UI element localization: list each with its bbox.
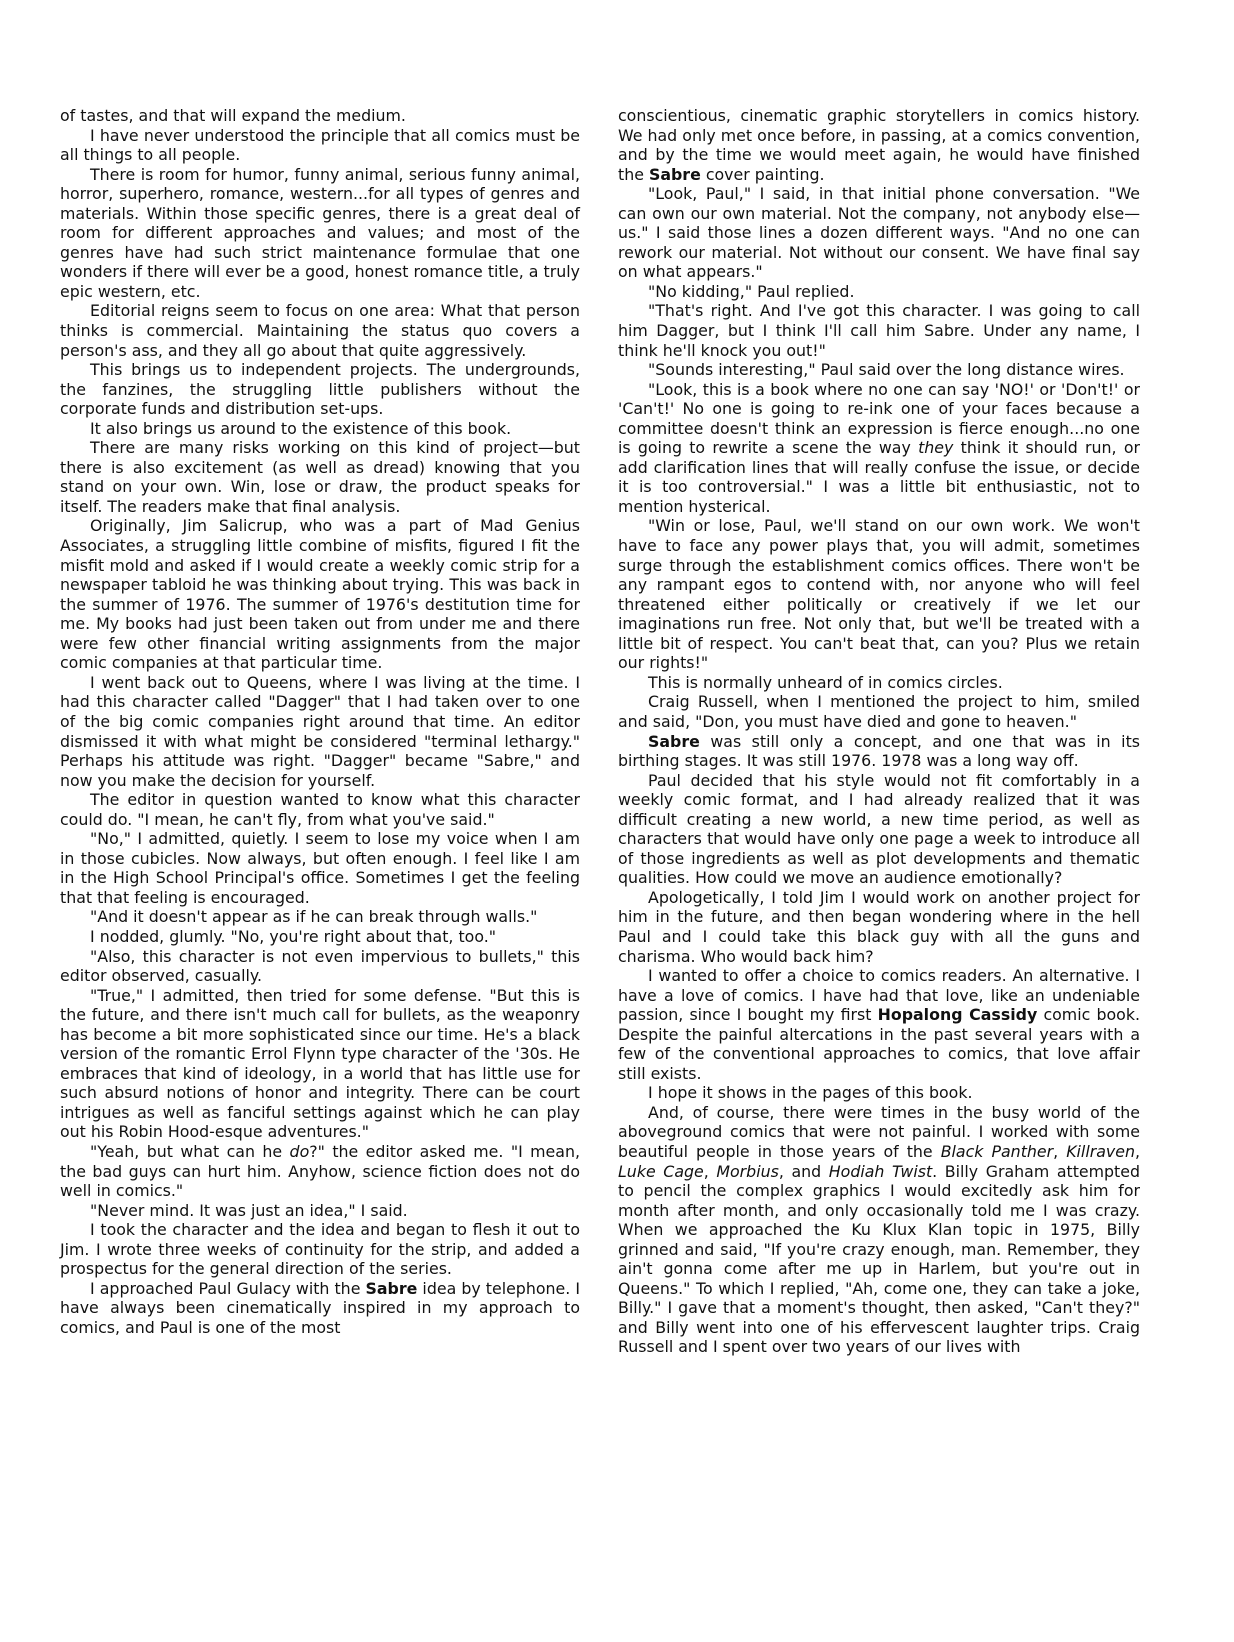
- paragraph: [60, 1279, 580, 1338]
- text-run: I hope it shows in the pages of this book.: [648, 1083, 973, 1103]
- bold-title: Sabre: [648, 164, 701, 184]
- italic-text: Black Panther: [940, 1141, 1054, 1161]
- text-run: "Win or lose, Paul, we'll stand on our own work. We won't have to face any power plays that, you will admit, sometimes surge through the establishment comics offices. There won't be any rampant egos to contend with, nor anyone who will feel threatened either politically or creatively if we let our imaginations run free. Not only that, but we'll be treated with a little bit of respect. You can't beat that, can you? Plus we retain our rights!": [618, 516, 1140, 673]
- paragraph: [60, 829, 580, 907]
- paragraph: [60, 126, 580, 165]
- text-run: I approached Paul Gulacy with the: [90, 1278, 366, 1298]
- paragraph: [618, 888, 1140, 966]
- text-run: I nodded, glumly. "No, you're right about that, too.": [90, 926, 496, 946]
- paragraph: [60, 360, 580, 419]
- text-run: "No kidding," Paul replied.: [648, 281, 855, 301]
- text-run: It also brings us around to the existence of this book.: [90, 418, 512, 438]
- text-run: ?" the editor asked me. "I mean, the bad guys can hurt him. Anyhow, science fiction does not do well in comics.": [60, 1141, 580, 1201]
- paragraph: [618, 692, 1140, 731]
- italic-text: Luke Cage: [618, 1161, 704, 1181]
- paragraph: [60, 301, 580, 360]
- paragraph: [60, 1201, 580, 1221]
- left-text-column: [60, 106, 580, 1337]
- text-run: . Billy Graham attempted to pencil the complex graphics I would excitedly ask him for month after month, and only occasionally told me I was crazy. When we approached the Ku Klux Klan topic in 1975, Billy grinned and said, "If you're crazy enough, man. Remember, they ain't gonna come after me up in Harlem, but you're out in Queens." To which I replied, "Ah, come one, they can take a joke, Billy." I gave that a moment's thought, then asked, "Can't they?" and Billy went into one of his effervescent laughter trips. Craig Russell and I spent over two years of our lives with: [618, 1161, 1140, 1357]
- text-run: was still only a concept, and one that was in its birthing stages. It was still 1976. 1978 was a long way off.: [618, 731, 1140, 771]
- paragraph: [618, 301, 1140, 360]
- text-run: And, of course, there were times in the busy world of the aboveground comics that were not painful. I worked with some beautiful people in those years of the: [618, 1102, 1140, 1161]
- text-run: Originally, Jim Salicrup, who was a part of Mad Genius Associates, a struggling little combine of misfits, figured I fit the misfit mold and asked if I would create a weekly comic strip for a newspaper tabloid he was thinking about trying. This was back in the summer of 1976. The summer of 1976's destitution time for me. My books had just been taken out from under me and there were few other financial writing assignments from the major comic companies at that particular time.: [60, 516, 580, 673]
- text-run: The editor in question wanted to know what this character could do. "I mean, he can't fly, from what you've said.": [60, 790, 580, 829]
- paragraph: [618, 360, 1140, 380]
- text-run: This is normally unheard of in comics circles.: [648, 672, 1003, 692]
- paragraph: [60, 1220, 580, 1279]
- text-run: Paul decided that his style would not fit comfortably in a weekly comic format, and I had already realized that it was difficult creating a new world, a new time period, as well as characters that would have only one page a week to introduce all of those ingredients as well as plot developments and thematic qualities. How could we move an audience emotionally?: [618, 770, 1140, 888]
- text-run: "No," I admitted, quietly. I seem to lose my voice when I am in those cubicles. Now always, but often enough. I feel like I am in the High School Principal's office. Sometimes I get the feeling that that feeling is encouraged.: [60, 829, 580, 907]
- text-run: Apologetically, I told Jim I would work on another project for him in the future, and then began wondering where in the hell Paul and I could take this black guy with all the guns and charisma. Who would back him?: [618, 887, 1140, 966]
- text-run: , and: [778, 1161, 829, 1181]
- paragraph: [618, 673, 1140, 693]
- text-run: ,: [1134, 1141, 1140, 1161]
- text-run: There are many risks working on this kind of project—but there is also excitement (as well as dread) knowing that you stand on your own. Win, lose or draw, the product speaks for itself. The readers make that final analysis.: [60, 438, 580, 516]
- text-run: I went back out to Queens, where I was living at the time. I had this character called "Dagger" that I had taken over to one of the big comic companies right around that time. An editor dismissed it with what might be considered "terminal lethargy." Perhaps his attitude was right. "Dagger" became "Sabre," and now you make the decision for yourself.: [60, 672, 580, 790]
- text-run: cover painting.: [700, 164, 825, 184]
- text-run: Editorial reigns seem to focus on one area: What that person thinks is commercial. Maintaining the status quo covers a person's ass, and they all go about that quite aggressively.: [60, 301, 580, 360]
- bold-title: Sabre: [648, 731, 700, 751]
- text-run: conscientious, cinematic graphic storytellers in comics history. We had only met once before, in passing, at a comics convention, and by the time we would meet again, he would have finished the: [618, 106, 1140, 184]
- italic-text: do: [289, 1141, 310, 1161]
- text-run: "That's right. And I've got this character. I was going to call him Dagger, but I think I'll call him Sabre. Under any name, I think he'll knock you out!": [618, 301, 1140, 360]
- text-run: "Look, this is a book where no one can say 'NO!' or 'Don't!' or 'Can't!' No one is going to re-ink one of your faces because a committee doesn't think an expression is fierce enough...no one is going to rewrite a scene the way: [618, 379, 1140, 458]
- text-run: This brings us to independent projects. The undergrounds, the fanzines, the struggling little publishers without the corporate funds and distribution set-ups.: [60, 360, 580, 419]
- paragraph: [60, 947, 580, 986]
- italic-text: Morbius: [716, 1161, 779, 1181]
- paragraph: [618, 184, 1140, 282]
- paragraph: [60, 927, 580, 947]
- paragraph: [60, 165, 580, 302]
- paragraph: [60, 790, 580, 829]
- paragraph: [60, 1142, 580, 1201]
- text-run: "And it doesn't appear as if he can break through walls.": [90, 907, 538, 927]
- paragraph: [618, 1103, 1140, 1357]
- text-run: idea by telephone. I have always been cinematically inspired in my approach to comics, and Paul is one of the most: [60, 1278, 580, 1337]
- text-run: There is room for humor, funny animal, serious funny animal, horror, superhero, romance, western...for all types of genres and materials. Within those specific genres, there is a great deal of room for different approaches and values; and most of the genres have had such strict maintenance formulae that one wonders if there will ever be a good, honest romance title, a truly epic western, etc.: [60, 164, 580, 301]
- text-run: "Yeah, but what can he: [90, 1141, 290, 1161]
- paragraph: [60, 986, 580, 1142]
- text-run: Craig Russell, when I mentioned the project to him, smiled and said, "Don, you must have died and gone to heaven.": [618, 692, 1140, 731]
- paragraph: [618, 1083, 1140, 1103]
- paragraph: [618, 380, 1140, 517]
- paragraph: [60, 438, 580, 516]
- italic-text: they: [918, 438, 954, 458]
- text-run: think it should run, or add clarification lines that will really confuse the issue, or decide it is too controversial." I was a little bit enthusiastic, not to mention hysterical.: [618, 438, 1140, 516]
- bold-title: Sabre: [365, 1278, 418, 1298]
- text-run: "Sounds interesting," Paul said over the long distance wires.: [648, 360, 1125, 380]
- italic-text: Hodiah Twist: [828, 1161, 933, 1181]
- text-run: "Never mind. It was just an idea," I said.: [90, 1200, 408, 1220]
- paragraph: [618, 732, 1140, 771]
- bold-title: Hopalong Cassidy: [877, 1005, 1038, 1025]
- paragraph: [60, 907, 580, 927]
- text-run: of tastes, and that will expand the medium.: [60, 106, 406, 125]
- text-run: "Also, this character is not even impervious to bullets," this editor observed, casually.: [60, 946, 580, 986]
- paragraph: [60, 516, 580, 672]
- text-run: ,: [703, 1161, 717, 1181]
- paragraph: [618, 516, 1140, 672]
- right-text-column: [618, 106, 1140, 1357]
- text-run: "Look, Paul," I said, in that initial phone conversation. "We can own our own material. Not the company, not anybody else—us." I said those lines a dozen different ways. "And no one can rework our material. Not without our consent. We have final say on what appears.": [618, 184, 1140, 282]
- italic-text: Killraven: [1066, 1141, 1135, 1161]
- paragraph: [618, 771, 1140, 888]
- paragraph: [618, 282, 1140, 302]
- paragraph: [618, 966, 1140, 1083]
- text-run: ,: [1053, 1141, 1067, 1161]
- paragraph: [60, 106, 580, 126]
- text-run: comic book. Despite the painful altercations in the past several years with a few of the conventional approaches to comics, that love affair still exists.: [618, 1005, 1140, 1083]
- paragraph: [60, 673, 580, 790]
- text-run: "True," I admitted, then tried for some defense. "But this is the future, and there isn't much call for bullets, as the weaponry has become a bit more sophisticated since our time. He's a black version of the romantic Errol Flynn type character of the '30s. He embraces that kind of ideology, in a world that has little use for such absurd notions of honor and integrity. There can be court intrigues as well as fanciful settings against which he can play out his Robin Hood-esque adventures.": [60, 985, 580, 1142]
- paragraph: [618, 106, 1140, 184]
- paragraph: [60, 419, 580, 439]
- text-run: I wanted to offer a choice to comics readers. An alternative. I have a love of comics. I have had that love, like an undeniable passion, since I bought my first: [618, 966, 1140, 1025]
- text-run: I have never understood the principle that all comics must be all things to all people.: [60, 125, 580, 165]
- text-run: I took the character and the idea and began to flesh it out to Jim. I wrote three weeks of continuity for the strip, and added a prospectus for the general direction of the series.: [60, 1220, 580, 1279]
